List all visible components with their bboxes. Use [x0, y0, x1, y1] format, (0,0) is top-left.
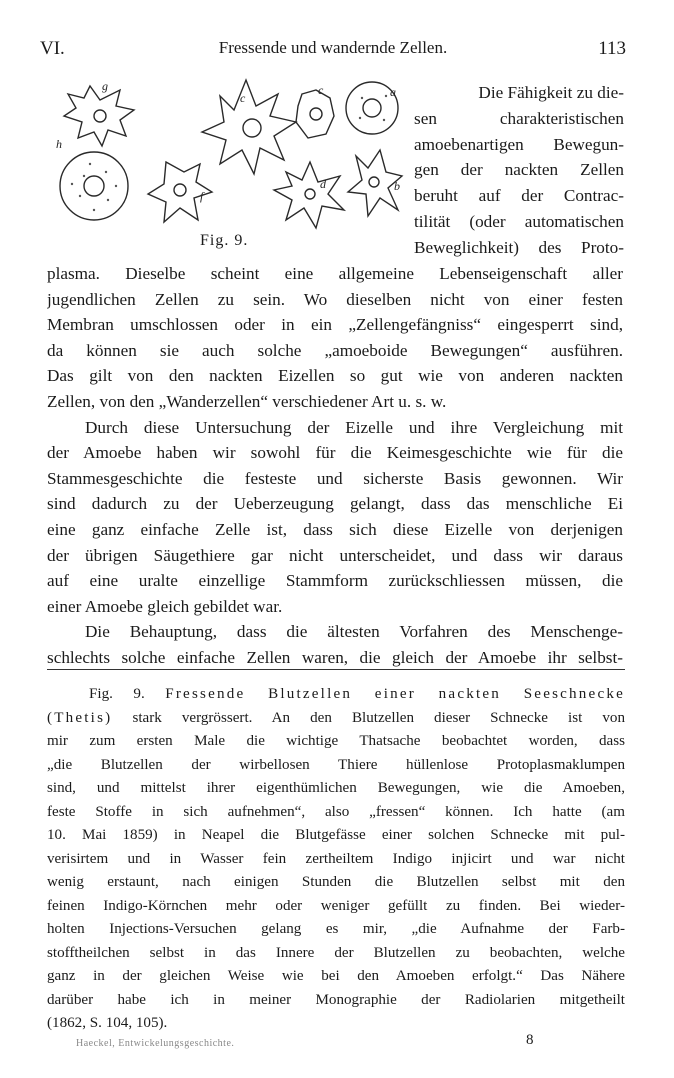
- text-line: plasma. Dieselbe scheint eine allgemeine Lebenseigenschaft aller: [47, 264, 623, 283]
- sheet-number: 8: [526, 1032, 534, 1048]
- text-line: verisirtem und in Wasser fein zertheiltem Indigo injicirt und war nicht: [47, 850, 625, 867]
- text-line: mir zum ersten Male die wichtige Thatsache beobachtet worden, dass: [47, 733, 625, 749]
- figure-label: f: [200, 189, 204, 203]
- text-line: jugendlichen Zellen zu sein. Wo dieselben nicht von einer festen: [47, 289, 623, 309]
- chapter-number: VI.: [40, 38, 65, 59]
- text-line: schlechts solche einfache Zellen waren, die gleich der Amoebe ihr selbst-: [47, 647, 623, 667]
- text-line: sind, und mittelst ihrer eigenthümlichen Bewegungen, wie die Amoeben,: [47, 780, 625, 796]
- text-line: sind dadurch zu der Ueberzeugung gelangt, dass das menschliche Ei: [47, 494, 623, 514]
- text-line: Durch diese Untersuchung der Eizelle und ihre Vergleichung mit: [85, 417, 623, 437]
- figure-label: g: [102, 79, 108, 93]
- text-line: auf eine uralte einzellige Stammform zurückschliessen müssen, die: [47, 571, 623, 591]
- text-line: eine ganz einfache Zelle ist, dass sich diese Eizelle von derjenigen: [47, 519, 623, 539]
- text-line: (1862, S. 104, 105).: [47, 1015, 168, 1031]
- text-beside-figure: [414, 80, 624, 261]
- text-line: wenig erstaunt, nach einigen Stunden die Blutzellen selbst mit den: [47, 874, 625, 890]
- text-line: der Amoebe haben wir sowohl für die Keimesgeschichte wie für die: [47, 443, 623, 463]
- text-line: Zellen, von den „Wanderzellen“ verschiedener Art u. s. w.: [47, 391, 447, 411]
- text-line: Stammesgeschichte die festeste und sicherste Basis gewonnen. Wir: [47, 468, 623, 488]
- figure-label: d: [320, 177, 326, 191]
- page-number: 113: [598, 38, 626, 59]
- text-line: Die Fähigkeit zu die-: [478, 83, 624, 102]
- text-line: Das gilt von den nackten Eizellen so gut wie von anderen nackten: [47, 366, 623, 386]
- text-line: stofftheilchen selbst in das Innere der Blutzellen zu beobachten, welche: [47, 944, 625, 961]
- figure-label: b: [394, 179, 400, 193]
- text-line: gen der nackten Zellen: [414, 160, 624, 180]
- text-line: ganz in der gleichen Weise wie bei den Amoeben erfolgt.“ Das Nähere: [47, 968, 625, 984]
- text-line: „die Blutzellen der wirbellosen Thiere hüllenlose Protoplasmaklumpen: [47, 756, 625, 773]
- figure-caption: Fig. 9.: [200, 232, 249, 249]
- footnote-first-line: [47, 683, 625, 707]
- footnote-fig-ref: Fig. 9.: [89, 686, 145, 702]
- footnote-second-line: [47, 707, 625, 731]
- text-line: feinen Indigo-Körnchen mehr oder weniger gefüllt zu finden. Bei wieder-: [47, 897, 625, 914]
- text-line: beruht auf der Contrac-: [414, 186, 624, 206]
- figure-label: c: [240, 91, 246, 105]
- text-line: 10. Mai 1859) in Neapel die Blutgefässe einer solchen Schnecke mit pul-: [47, 827, 625, 843]
- text-line: einer Amoebe gleich gebildet war.: [47, 596, 283, 616]
- figure-label: c: [318, 83, 324, 97]
- printer-signature: Haeckel, Entwickelungsgeschichte.: [76, 1038, 235, 1049]
- footnote: [47, 683, 625, 1036]
- body-text: [47, 261, 623, 671]
- text-line: da können sie auch solche „amoeboide Bewegungen“ ausführen.: [47, 340, 623, 360]
- footnote-genus: (Thetis): [47, 709, 113, 726]
- figure-label: a: [390, 85, 396, 99]
- footnote-text: stark vergrössert. An den Blutzellen dieser Schnecke ist von: [132, 709, 625, 726]
- running-header: [40, 38, 626, 62]
- text-line: holten Injections-Versuchen gelang es mir, „die Aufnahme der Farb-: [47, 921, 625, 937]
- amoeboid-blood-cells-illustration: [50, 76, 406, 236]
- text-line: Beweglichkeit) des Proto-: [414, 237, 624, 257]
- text-line: amoebenartigen Bewegun-: [414, 134, 624, 154]
- text-line: der übrigen Säugethiere gar nicht unterscheidet, und dass wir daraus: [47, 545, 623, 565]
- text-line: Membran umschlossen oder in ein „Zellengefängniss“ eingesperrt sind,: [47, 315, 623, 335]
- text-line: Die Behauptung, dass die ältesten Vorfahren des Menschenge-: [85, 622, 623, 642]
- figure-label: h: [56, 137, 62, 151]
- figure-9: [50, 76, 406, 256]
- text-line: sen charakteristischen: [414, 108, 624, 128]
- text-line: tilität (oder automatischen: [414, 211, 624, 231]
- running-title: Fressende und wandernde Zellen.: [218, 38, 448, 57]
- footnote-divider: [47, 669, 625, 670]
- footnote-title: Fressende Blutzellen einer nackten Seeschnecke: [165, 686, 625, 702]
- text-line: feste Stoffe in sich aufnehmen“, also „fressen“ können. Ich hatte (am: [47, 803, 625, 820]
- text-line: darüber habe ich in meiner Monographie der Radiolarien mitgetheilt: [47, 991, 625, 1008]
